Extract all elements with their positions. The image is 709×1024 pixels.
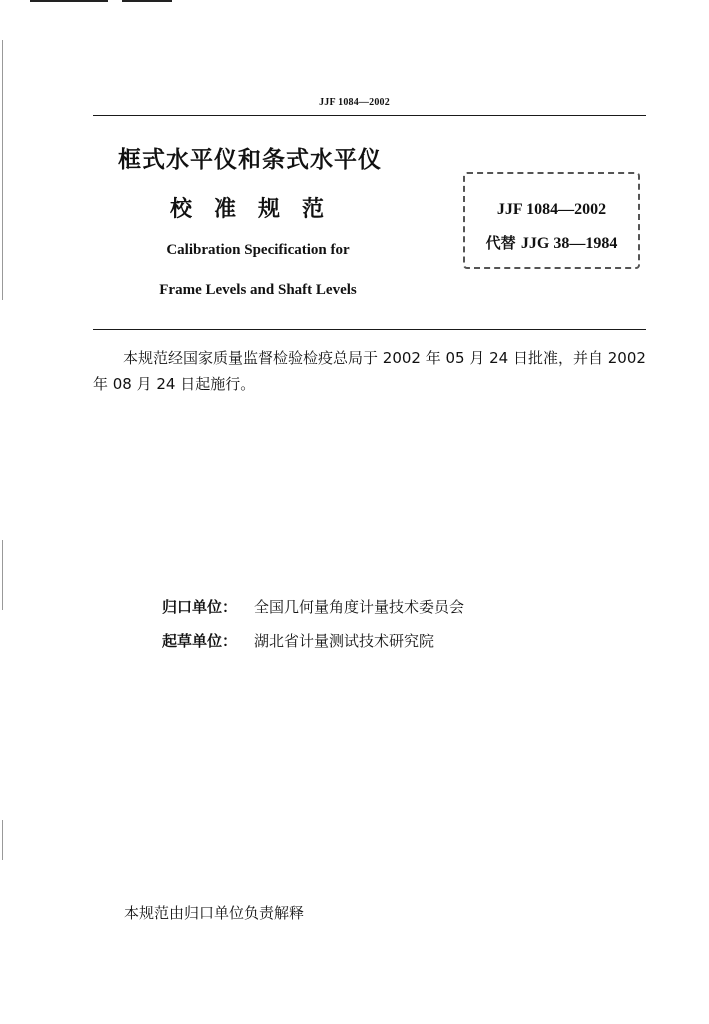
interpretation-note: 本规范由归口单位负责解释 [124, 904, 305, 922]
responsible-unit-label: 归口单位： [162, 598, 238, 616]
replaces-prefix: 代替 [485, 234, 516, 252]
header-rule [93, 115, 646, 116]
title-english-line1: Calibration Specification for [166, 242, 350, 258]
scan-mark [2, 820, 3, 860]
title-english-line2: Frame Levels and Shaft Levels [159, 282, 357, 298]
drafting-unit-value: 湖北省计量测试技术研究院 [254, 632, 435, 650]
page-header-code: JJF 1084—2002 [319, 97, 390, 108]
title-chinese: 框式水平仪和条式水平仪 [118, 147, 382, 173]
drafting-unit-row [162, 630, 434, 651]
replaces-line [465, 232, 638, 253]
section-rule [93, 329, 646, 330]
scan-mark [30, 0, 108, 2]
standard-code-box [463, 172, 640, 269]
approval-statement: 本规范经国家质量监督检验检疫总局于 2002 年 05 月 24 日批准，并自 2002 年 08 月 24 日起施行。 [93, 349, 646, 393]
drafting-unit-label: 起草单位： [162, 632, 238, 650]
scan-mark [122, 0, 172, 2]
standard-code: JJF 1084—2002 [496, 201, 607, 218]
scan-mark [2, 40, 3, 300]
subtitle-chinese: 校准规范 [170, 197, 347, 222]
scan-mark [2, 540, 3, 610]
replaced-code: JJG 38—1984 [520, 235, 618, 252]
responsible-unit-value: 全国几何量角度计量技术委员会 [254, 598, 465, 616]
responsible-unit-row [162, 596, 464, 617]
